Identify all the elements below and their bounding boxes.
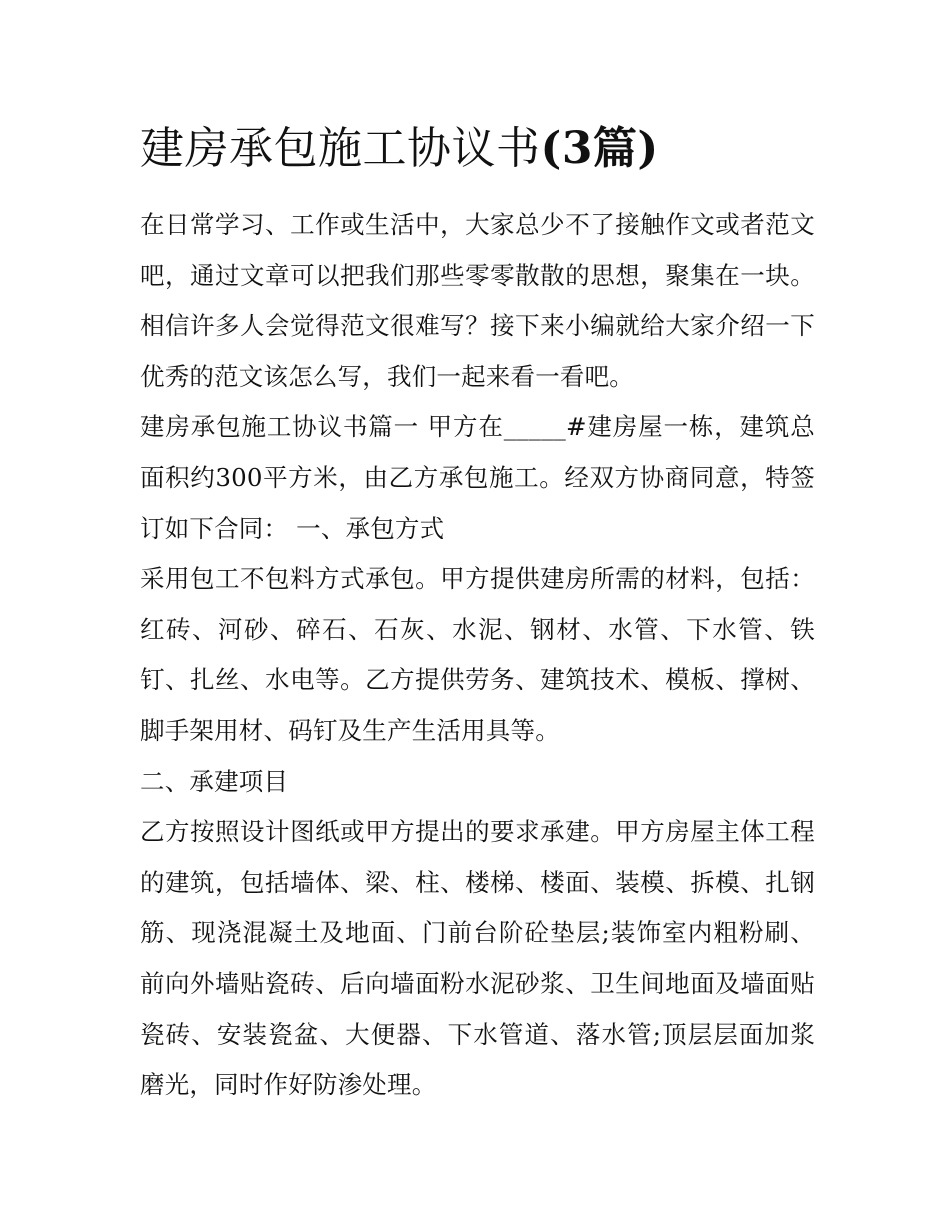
construction-items-paragraph: 乙方按照设计图纸或甲方提出的要求承建。甲方房屋主体工程的建筑，包括墙体、梁、柱、楼梯、楼面、装模、拆模、扎钢筋、现浇混凝土及地面、门前台阶砼垫层;装饰室内粗粉刷、前向外墙贴瓷砖、后向墙面粉水泥砂浆、卫生间地面及墙面贴瓷砖、安装瓷盆、大便器、下水管道、落水管;顶层层面加浆磨光，同时作好防渗处理。 — [140, 817, 815, 1100]
intro-paragraph: 在日常学习、工作或生活中，大家总少不了接触作文或者范文吧，通过文章可以把我们那些零零散散的思想，聚集在一块。相信许多人会觉得范文很难写？接下来小编就给大家介绍一下优秀的范文该怎么写，我们一起来看一看吧。 — [140, 210, 815, 391]
agreement-opening-paragraph: 建房承包施工协议书篇一 甲方在_____#建房屋一栋，建筑总面积约300平方米，由乙方承包施工。经双方协商同意，特签订如下合同： 一、承包方式 — [140, 412, 815, 543]
title-count: (3篇) — [540, 123, 659, 174]
document-body — [140, 200, 815, 1111]
title-text: 建房承包施工协议书 — [140, 123, 541, 174]
contract-method-paragraph: 采用包工不包料方式承包。甲方提供建房所需的材料，包括：红砖、河砂、碎石、石灰、水泥、钢材、水管、下水管、铁钉、扎丝、水电等。乙方提供劳务、建筑技术、模板、撑树、脚手架用材、码钉及生产生活用具等。 — [140, 564, 815, 745]
section-heading-projects: 二、承建项目 — [140, 766, 289, 796]
document-title — [140, 118, 840, 180]
